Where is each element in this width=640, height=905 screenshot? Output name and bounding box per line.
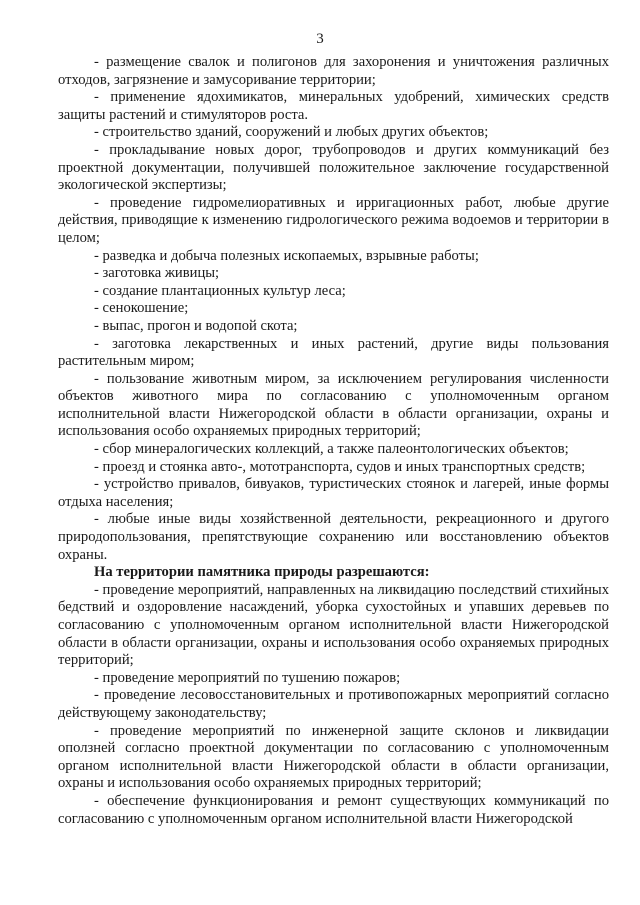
prohibited-item: - любые иные виды хозяйственной деятельности, рекреационного и другого природопользования, препятствующие сохранению или восстановлению объектов охраны. xyxy=(58,511,609,563)
prohibited-item: - размещение свалок и полигонов для захоронения и уничтожения различных отходов, загрязнение и замусоривание территории; xyxy=(58,54,609,88)
page-number: 3 xyxy=(316,31,324,47)
prohibited-item: - заготовка живицы; xyxy=(94,265,220,282)
prohibited-item: - создание плантационных культур леса; xyxy=(94,282,346,299)
prohibited-item: - устройство привалов, бивуаков, туристических стоянок и лагерей, иные формы отдыха населения; xyxy=(58,476,609,510)
prohibited-item: - сенокошение; xyxy=(94,300,189,317)
permitted-item: - проведение мероприятий, направленных на ликвидацию последствий стихийных бедствий и оздоровление насаждений, уборка сухостойных и упавших деревьев по согласованию с уполномоченным органом исполнительной власти Нижегородской области в области организации, охраны и использования особо охраняемых природных территорий; xyxy=(58,581,609,669)
prohibited-item: - заготовка лекарственных и иных растений, другие виды пользования растительным миром; xyxy=(58,335,609,370)
document-body xyxy=(58,54,609,828)
prohibited-item: - проезд и стоянка авто-, мототранспорта, судов и иных транспортных средств; xyxy=(94,458,586,475)
prohibited-item: - прокладывание новых дорог, трубопроводов и других коммуникаций без проектной документации, получившей положительное заключение государственной экологической экспертизы; xyxy=(58,141,609,194)
prohibited-item: - выпас, прогон и водопой скота; xyxy=(94,317,298,334)
permitted-heading: На территории памятника природы разрешаются: xyxy=(94,564,430,581)
prohibited-item: - применение ядохимикатов, минеральных удобрений, химических средств защиты растений и стимуляторов роста. xyxy=(58,89,609,123)
prohibited-item: - сбор минералогических коллекций, а также палеонтологических объектов; xyxy=(94,441,569,458)
prohibited-item: - разведка и добыча полезных ископаемых, взрывные работы; xyxy=(94,247,479,264)
permitted-item: - проведение мероприятий по инженерной защите склонов и ликвидации оползней согласно проектной документации по согласованию с уполномоченным органом исполнительной власти Нижегородской области в области организации, охраны и использования особо охраняемых природных территорий; xyxy=(58,722,609,792)
permitted-item: - проведение мероприятий по тушению пожаров; xyxy=(94,669,401,686)
permitted-item: - обеспечение функционирования и ремонт существующих коммуникаций по согласованию с уполномоченным органом исполнительной власти Нижегородской xyxy=(58,792,609,827)
prohibited-item: - пользование животным миром, за исключением регулирования численности объектов животного мира по согласованию с уполномоченным органом исполнительной власти Нижегородской области в области организации, охраны и использования особо охраняемых природных территорий; xyxy=(58,370,609,440)
permitted-item: - проведение лесовосстановительных и противопожарных мероприятий согласно действующему законодательству; xyxy=(58,687,609,721)
prohibited-item: - проведение гидромелиоративных и ирригационных работ, любые другие действия, приводящие к изменению гидрологического режима водоемов и территории в целом; xyxy=(58,194,609,246)
prohibited-item: - строительство зданий, сооружений и любых других объектов; xyxy=(94,124,489,141)
